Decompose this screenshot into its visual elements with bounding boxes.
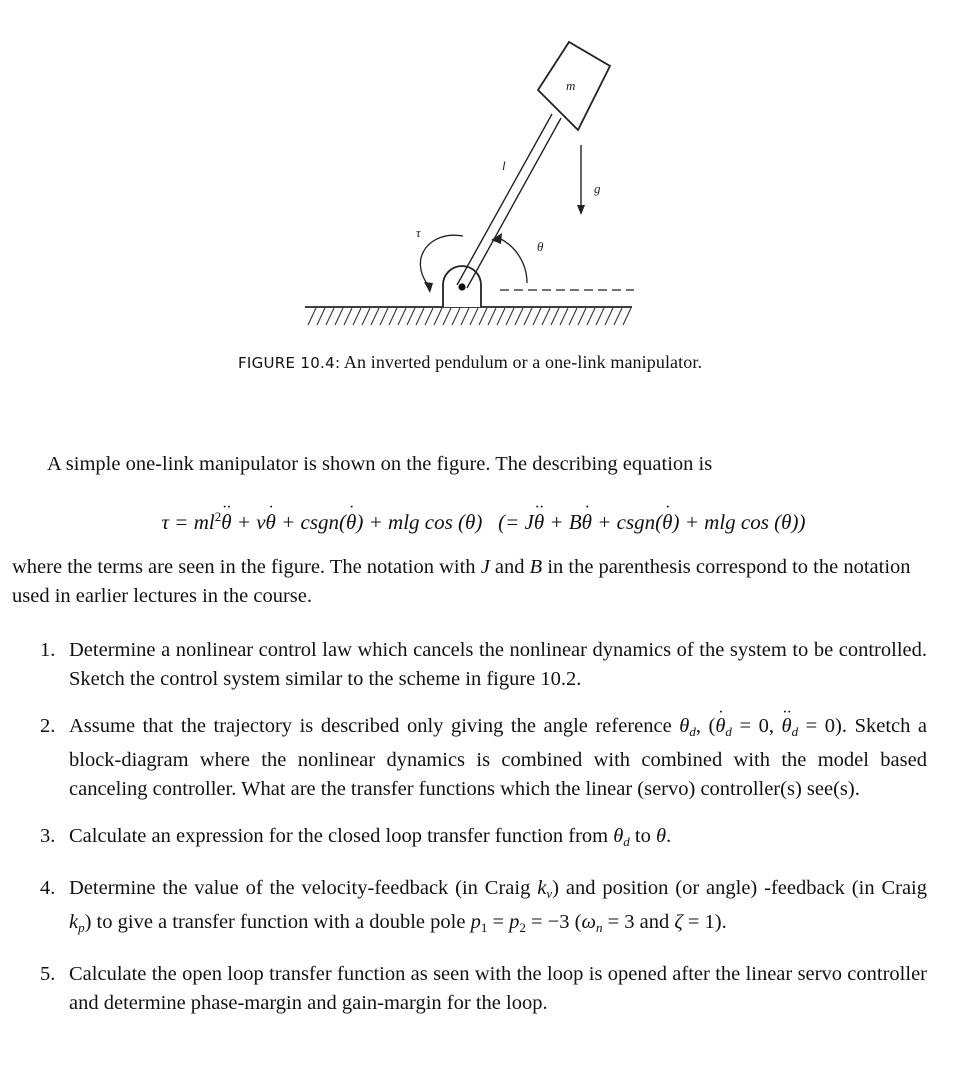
theta-label: θ bbox=[537, 239, 544, 254]
gravity-arrowhead bbox=[577, 205, 585, 215]
task-item-3: 3. Calculate an expression for the closed loop transfer function from $\theta_d$ to θ. bbox=[40, 825, 672, 849]
theta-arc bbox=[499, 238, 527, 283]
pivot-dot bbox=[458, 283, 465, 290]
ground-hatching bbox=[308, 308, 631, 325]
caption-text: An inverted pendulum or a one-link manipulator. bbox=[343, 352, 703, 372]
task-item-5: 5. Calculate the open loop transfer function as seen with the loop is opened after the linear servo controller and determine phase-margin and gain-margin for the loop. bbox=[40, 963, 927, 1014]
caption-label: FIGURE 10.4: bbox=[237, 354, 341, 372]
task-list bbox=[40, 636, 927, 1036]
pendulum-rod bbox=[457, 114, 561, 288]
figure-caption bbox=[0, 352, 940, 373]
pendulum-figure bbox=[0, 0, 967, 400]
mass-label: m bbox=[566, 78, 576, 93]
task-item-1: 1. Determine a nonlinear control law which cancels the nonlinear dynamics of the system to be controlled. Sketch the control system similar to the scheme in figure 10.2. bbox=[40, 639, 927, 690]
gravity-label: g bbox=[594, 181, 601, 196]
torque-label: τ bbox=[416, 225, 421, 240]
task-item-2: 2. Assume that the trajectory is described only giving the angle reference $\theta_d$, (· $\theta_d = 0$, ·· $\theta_d = 0$). Sketch a block-diagram where the nonlinear dynamics is combined with combined with the model based canceling controller. What are the transfer functions which the linear (servo) controller(s) see(s). bbox=[40, 712, 927, 804]
length-label: l bbox=[502, 158, 506, 173]
task-item-4: 4. Determine the value of the velocity-feedback (in Craig $k_\nu$) and position (or angle) -feedback (in Craig $k_p$) to give a transfer function with a double pole $p_1 = p_2 = -3$ ($\omega_n = 3$ and ζ = 1). bbox=[40, 877, 928, 935]
explanation-paragraph: where the terms are seen in the figure. The notation with J and B in the parenthesis correspond to the notation used in earlier lectures in the course. bbox=[12, 556, 911, 607]
describing-equation: $\tau = ml^2\cdot\cdot \theta + \nu\cdot \theta$ + csgn(· θ) + mlg cos (θ) (= J·· θ + B· θ + csgn(· θ) + mlg cos (θ)) bbox=[0, 502, 967, 537]
torque-arrowhead bbox=[424, 282, 433, 293]
intro-text: A simple one-link manipulator is shown on the figure. The describing equation is bbox=[47, 453, 713, 475]
